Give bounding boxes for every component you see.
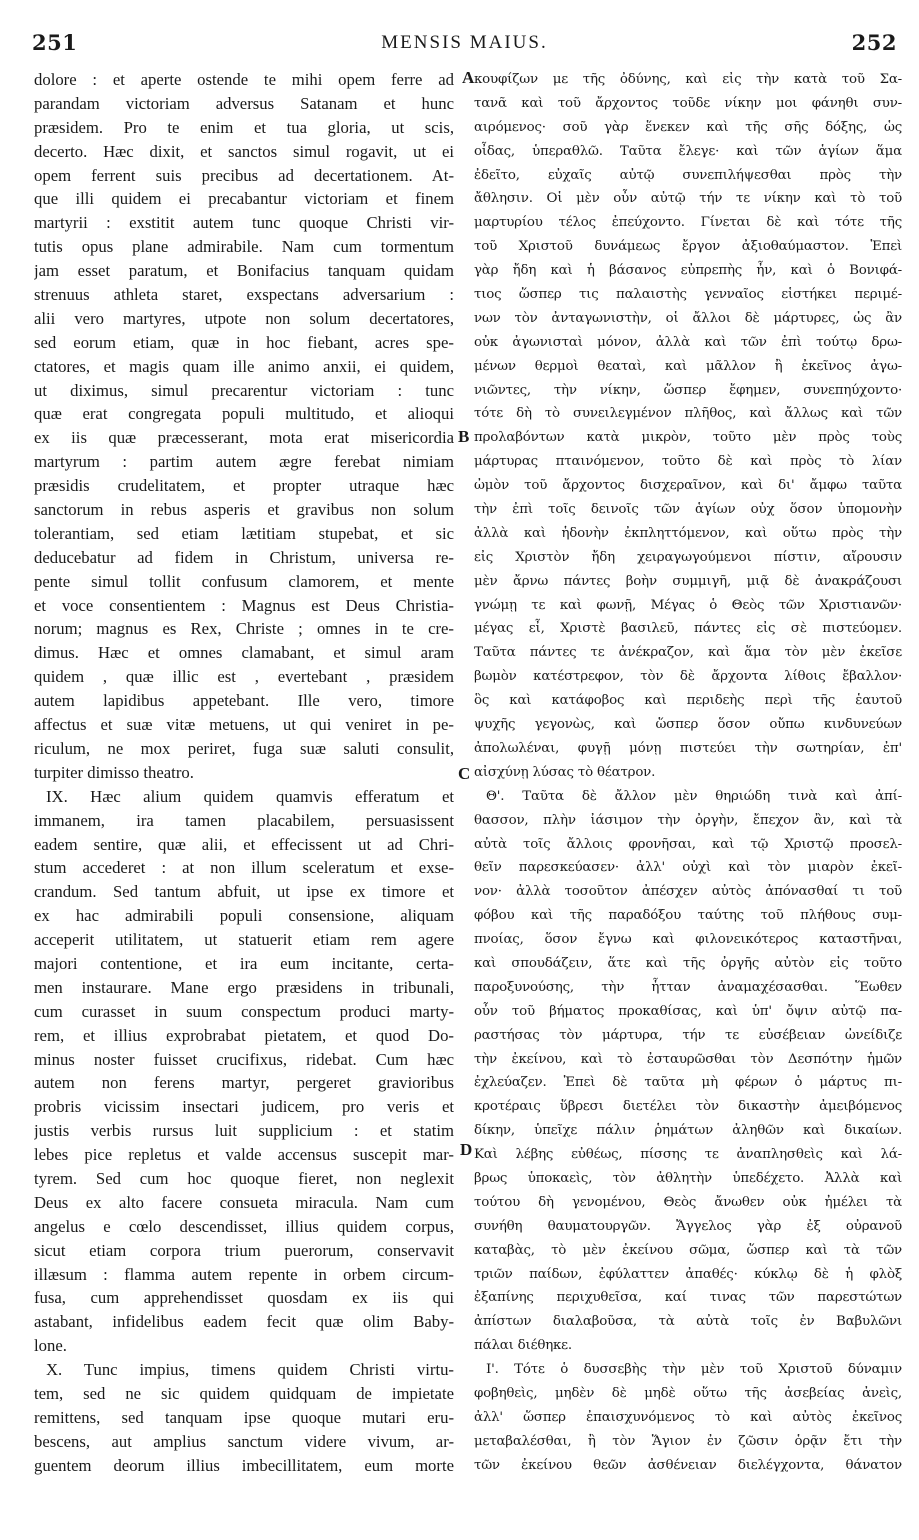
text-line: οὐκ ἀγωνισταὶ μόνον, ἀλλὰ καὶ τῶν ἐπὶ τούτῳ δρω- [474,334,902,350]
text-line: remittens, sed tanquam ipse quoque mutari eru- [34,1407,454,1427]
text-line: probris vicissim insectari judicem, pro veris et [34,1097,454,1117]
text-line: immanem, ira tamen placabilem, persuasissent [34,810,454,830]
text-line: pente simul tollit confusum clamorem, et mente [34,571,454,591]
text-line: norum; magnus es Rex, Christe ; omnes in te cre- [34,619,454,639]
text-line: παροξυνούσης, τὴν ἧτταν ἀναμαχέσασθαι. Ἕωθεν [474,979,902,995]
margin-letter-a: A [462,68,475,87]
text-line: ἀπολωλέναι, φυγῇ μόνῃ πιστεύει τὴν σωτηρίαν, ἐπ' [474,740,902,756]
text-line: νον· ἀλλὰ τοσοῦτον ἀπέσχεν αὐτὸς ἀπόνασθαί τι τοῦ [474,884,902,900]
text-line: men instaurare. Mane ergo præsidens in tribunali, [34,977,454,997]
text-line: martyrii : exstitit autem tunc quoque Christi vir- [34,213,454,233]
text-line: τανᾶ καὶ τοῦ ἄρχοντος τοῦδε νίκην μοι φάνηθι συν- [474,95,902,111]
text-line: ut diximus, simul precarentur victoriam : tunc [34,380,454,400]
text-line: dolore : et aperte ostende te mihi opem ferre ad [34,70,454,89]
text-line: justis verbis rursus luit supplicium : et statim [34,1121,454,1141]
text-line: ἐχλεύαζεν. Ἐπεὶ δὲ ταῦτα μὴ φέρων ὁ μάρτυς πι- [474,1075,902,1091]
text-line: autem lapidibus appetebant. Ille vero, timore [34,691,454,711]
text-line: αὐτὰ τοῖς ἄλλοις φρονῆσαι, καὶ τῷ Χριστῷ προσελ- [474,836,902,852]
text-line: acceperit utilitatem, ut statuerit etiam rem agere [34,930,454,950]
text-line: τοῦ Χριστοῦ δυνάμεως ἔργον ἀξιοθαύμαστον. Ἐπεὶ [474,239,902,255]
text-line: autem non ferens martyr, pergeret gravioribus [34,1073,454,1093]
text-line: sanctorum in rebus asperis et gravibus non solum [34,500,454,520]
text-line: ψυχῆς γεγονὼς, καὶ ὥσπερ ὅσον οὔπω κινδυνεύων [474,717,902,733]
text-line: Ι'. Τότε ὁ δυσσεβὴς τὴν μὲν τοῦ Χριστοῦ δύναμιν [486,1362,902,1378]
text-line: γὰρ ἤδη καὶ ἡ βάσανος εὐπρεπὴς ἦν, καὶ ὁ Βονιφά- [474,263,902,279]
text-line: deducebatur ad fidem in Christum, universa re- [34,547,454,567]
latin-text-column [34,68,454,1478]
text-line: πνοίας, ὅσον ἔγνω καὶ φιλονεικότερος καταστῆναι, [474,932,902,948]
text-line: cum curasset in suum conspectum produci marty- [34,1001,454,1021]
text-line: ex iis quæ præcesserant, mota erat misericordia [34,428,454,448]
text-line: νιῶντες, τὴν νίκην, ὥσπερ ἔφημεν, συνεπηύχοντο· [474,382,902,398]
text-line: tem, sed ne sic quidem quidquam de impietate [34,1383,454,1403]
text-line: opem ferrent suis precibus ad decertationem. At- [34,165,454,185]
text-line: sed eorum etiam, quæ in hoc fiebant, acres spe- [34,332,454,352]
text-line: lebes pice repletus et valde accensus suscepit mar- [34,1145,454,1165]
text-line: tyrem. Sed cum hoc quoque fieret, non neglexit [34,1168,454,1188]
greek-text-column [474,68,902,1478]
text-line: ραστήσας τὸν μάρτυρα, τήν τε εὐσέβειαν ὠνείδιζε [474,1027,902,1043]
text-line: ἄθλησιν. Οἱ μὲν οὖν αὐτῷ τήν τε νίκην καὶ τὸ τοῦ [474,191,902,207]
text-line: τούτου δὴ γενομένου, Θεὸς ἄνωθεν οὐκ ἠμέλει τὰ [474,1194,902,1210]
text-line: ἀλλ' ὥσπερ ἐπαισχυνόμενος τὸ καὶ αὐτὸς ἐκεῖνος [474,1409,902,1425]
text-line: ἀπίστων διαλαβοῦσα, τὰ αὐτὰ τοῖς ἐν Βαβυλῶνι [474,1314,902,1330]
text-line: φοβηθεὶς, μηδὲν δὲ μηδὲ οὕτω τῆς ἀσεβείας ἀνεὶς, [474,1385,902,1401]
margin-letter-d: D [460,1140,473,1159]
text-line: τῶν ἐκείνου θεῶν ἀσθένειαν διελέγχοντα, θάνατον [474,1457,902,1473]
text-line: ἐδεῖτο, εὐχαῖς αὐτῷ συνεπιλήψεσθαι πρὸς τὴν [474,167,902,183]
text-line: πάλαι διέθηκε. [474,1338,572,1354]
text-line: eadem sentire, quæ alii, et effecissent ut ad Chri- [34,834,454,854]
text-line: αιρόμενος· σοῦ γὰρ ἕνεκεν καὶ τῆς σῆς δόξης, ὡς [474,119,902,135]
text-line: astabant, infidelibus eadem fecit quæ olim Baby- [34,1312,454,1332]
text-line: γνώμῃ τε καὶ φωνῇ, Μέγας ὁ Θεὸς τῶν Χριστιανῶν· [474,597,902,613]
text-line: ex hac admirabili populi consensione, aliquam [34,906,454,926]
text-line: καὶ σπουδάζειν, ἅτε καὶ τῆς ὀργῆς αὐτὸν εἰς τοῦτο [474,955,902,971]
text-line: martyrum : partim autem ægre ferebat nimiam [34,452,454,472]
text-line: ἐξαπίνης περιχυθεῖσα, καί τινας τῶν παρεστώτων [474,1290,902,1306]
text-line: θασσον, πλὴν ἰάσιμον τὴν ὀργὴν, ἔπεχον ἂν, καὶ τὰ [474,812,902,828]
text-line: μαρτυρίου τέλος ἐπεύχοντο. Γίνεται δὲ καὶ τότε τῆς [474,215,902,231]
text-line: bescens, aut amplius sanctum videre vivum, ar- [34,1431,454,1451]
text-line: illæsum : flamma autem repente in orbem circum- [34,1264,454,1284]
text-line: decerto. Hæc dixit, et sanctos simul rogavit, ut ei [34,141,454,161]
text-line: turpiter dimisso theatro. [34,762,194,782]
margin-letter-c: C [458,764,471,783]
text-line: καταβὰς, τὸ μὲν ἐκείνου σῶμα, ὥσπερ καὶ τὰ τῶν [474,1242,902,1258]
text-line: guentem deorum illius imbecillitatem, eum morte [34,1455,454,1475]
text-line: βωμὸν κατέστρεφον, τὸν δὲ ἄρχοντα λίθοις ἔβαλλον· [474,669,902,685]
text-line: præsidem. Pro te enim et tua gloria, ut scis, [34,117,454,137]
text-line: οὖν τοῦ βήματος προκαθίσας, καὶ ὑπ' ὄψιν αὐτῷ πα- [474,1003,902,1019]
text-line: quidem , quæ illic est , evertebant , præsidem [34,667,454,687]
text-line: τὴν ἐπὶ τοῖς δεινοῖς τῶν ἁγίων οὐχ ὅσον ὑπομονὴν [474,502,902,518]
text-line: μάρτυρας πταινόμενον, τοῦτο δὲ καὶ πρὸς τὸ λίαν [474,454,902,470]
text-line: tutis opus plane admirabile. Nam cum tormentum [34,237,454,257]
text-line: μένων θερμοὶ θεαταὶ, καὶ μᾶλλον ἢ ἐκεῖνος ἀγω- [474,358,902,374]
running-title: MENSIS MAIUS. [381,32,548,53]
text-line: crandum. Sed tantum abfuit, ut ipse ex timore et [34,882,454,902]
text-line: νων τὸν ἀνταγωνιστὴν, οἱ ἄλλοι δὲ μάρτυρες, ὡς ἂν [474,310,902,326]
text-line: alii vero martyres, utpote non solum decertatores, [34,308,454,328]
text-line: δίκην, ὑπεῖχε πάλιν ῥημάτων ἀληθῶν καὶ δικαίων. [474,1123,902,1139]
text-line: Deus ex alto facere consueta miracula. Nam cum [34,1192,454,1212]
text-line: Ταῦτα πάντες τε ἀνέκραζον, καὶ ἅμα τὸν μὲν ἐκεῖσε [474,645,902,661]
text-line: ὃς καὶ κατάφοβος καὶ περιδεὴς περὶ τῆς ἑαυτοῦ [474,693,902,709]
text-line: sicut etiam corpora trium puerorum, conservavit [34,1240,454,1260]
text-line: lone. [34,1336,67,1356]
page-number-left: 251 [32,30,78,55]
text-line: fusa, cum apprehendisset quosdam ex iis qui [34,1288,454,1308]
text-line: quæ erat congregata populi multitudo, et alioqui [34,404,454,424]
text-line: tolerantiam, sed etiam lætitiam stupebat, et sic [34,523,454,543]
text-line: strenuus athleta staret, exspectans adversarium : [34,285,454,305]
text-line: riculum, ne mox periret, fuga suæ saluti consulit, [34,738,454,758]
text-line: μεταβαλέσθαι, ἢ τὸν Ἅγιον ἐν ζῶσιν ὁρᾷν ἔτι τὴν [474,1433,902,1449]
text-line: Θ'. Ταῦτα δὲ ἄλλον μὲν θηριώδη τινὰ καὶ ἀπί- [486,788,902,804]
margin-letter-b: B [458,427,470,446]
text-line: ἀλλὰ καὶ ἡδονὴν ἐκπληττόμενον, καὶ οὕτω πρὸς τὴν [474,525,902,541]
text-line: que illi quidem ei precabantur victoriam et finem [34,189,454,209]
text-line: τότε δὴ τὸ συνειλεγμένον πλῆθος, καὶ ἄλλως καὶ τῶν [474,406,902,422]
text-line: φόβου καὶ τῆς παραδόξου ταύτης τοῦ πλήθους συμ- [474,908,902,924]
text-line: IX. Hæc alium quidem quamvis efferatum et [46,786,454,806]
text-line: τιος ὥσπερ τις παλαιστὴς γενναῖος εἱστήκει περιμέ- [474,287,902,303]
text-line: præsidis crudelitatem, et propter utraque hæc [34,476,454,496]
page-number-right: 252 [851,30,897,55]
text-line: stum accederet : at non illum sceleratum et exse- [34,858,454,878]
text-line: βρως ὑποκαεὶς, τὸν ἀθλητὴν ὑπεδέχετο. Ἀλλὰ καὶ [474,1170,902,1186]
text-line: κροτέραις ὕβρεσι διετέλει τὸν δικαστὴν ἀμειβόμενος [474,1099,902,1115]
text-line: et voce consentientem : Magnus est Deus Christia- [34,595,454,615]
text-line: θεῖν παρεσκεύασεν· ἀλλ' οὐχὶ καὶ τὸν μιαρὸν ἐκεῖ- [474,860,902,876]
text-line: ctatores, et magis quam ille animo anxii, ei quidem, [34,356,454,376]
text-line: angelus e cœlo descendisset, illius quidem corpus, [34,1216,454,1236]
text-line: εἰς Χριστὸν ἤδη χειραγωγούμενοι πίστιν, αἴρουσιν [474,549,902,565]
text-line: αἰσχύνῃ λύσας τὸ θέατρον. [474,764,656,780]
text-line: κουφίζων με τῆς ὀδύνης, καὶ εἰς τὴν κατὰ τοῦ Σα- [474,72,902,87]
text-line: Καὶ λέβης εὐθέως, πίσσης τε ἀναπλησθεὶς καὶ λά- [474,1147,902,1163]
text-line: dimus. Hæc et omnes clamabant, et simul aram [34,643,454,663]
text-line: parandam victoriam adversus Satanam et hunc [34,93,454,113]
text-line: συνήθη θαυματουργῶν. Ἄγγελος γὰρ ἐξ οὐρανοῦ [474,1218,902,1234]
text-line: affectus et suæ vitæ metuens, ut qui veniret in pe- [34,715,454,735]
text-line: τριῶν παίδων, ἐφύλαττεν ἀπαθές· κύκλῳ δὲ ἡ φλὸξ [474,1266,902,1282]
text-line: μέγας εἶ, Χριστὲ βασιλεῦ, πάντες εἰς σὲ πιστεύομεν. [474,621,902,637]
text-line: rem, et illius exprobrabat pietatem, et quod Do- [34,1025,454,1045]
text-line: majori contentione, et ira eum incitante, certa- [34,953,454,973]
text-line: προλαβόντων κατὰ μικρὸν, τοῦτο μὲν πρὸς τοὺς [474,430,902,446]
text-line: X. Tunc impius, timens quidem Christi virtu- [46,1360,454,1380]
text-line: τὴν ἐκείνου, καὶ τὸ ἐσταυρῶσθαι τὸν Δεσπότην ἡμῶν [474,1051,902,1067]
text-line: minus noster fuisset crucifixus, ridebat. Cum hæc [34,1049,454,1069]
text-line: ὠμὸν τοῦ ἄρχοντος δισχεραῖνον, καὶ δι' ἄμφω ταῦτα [474,478,902,494]
text-line: οἶδας, ὑπεραθλῶ. Ταῦτα ἔλεγε· καὶ τῶν ἁγίων ἅμα [474,143,902,159]
text-line: jam esset paratum, et Bonifacius tanquam quidam [34,261,454,281]
running-header [32,30,897,60]
text-line: μὲν ἄρνω πάντες βοὴν συμμιγῆ, μιᾷ δὲ ἀνακράζουσι [474,573,902,589]
